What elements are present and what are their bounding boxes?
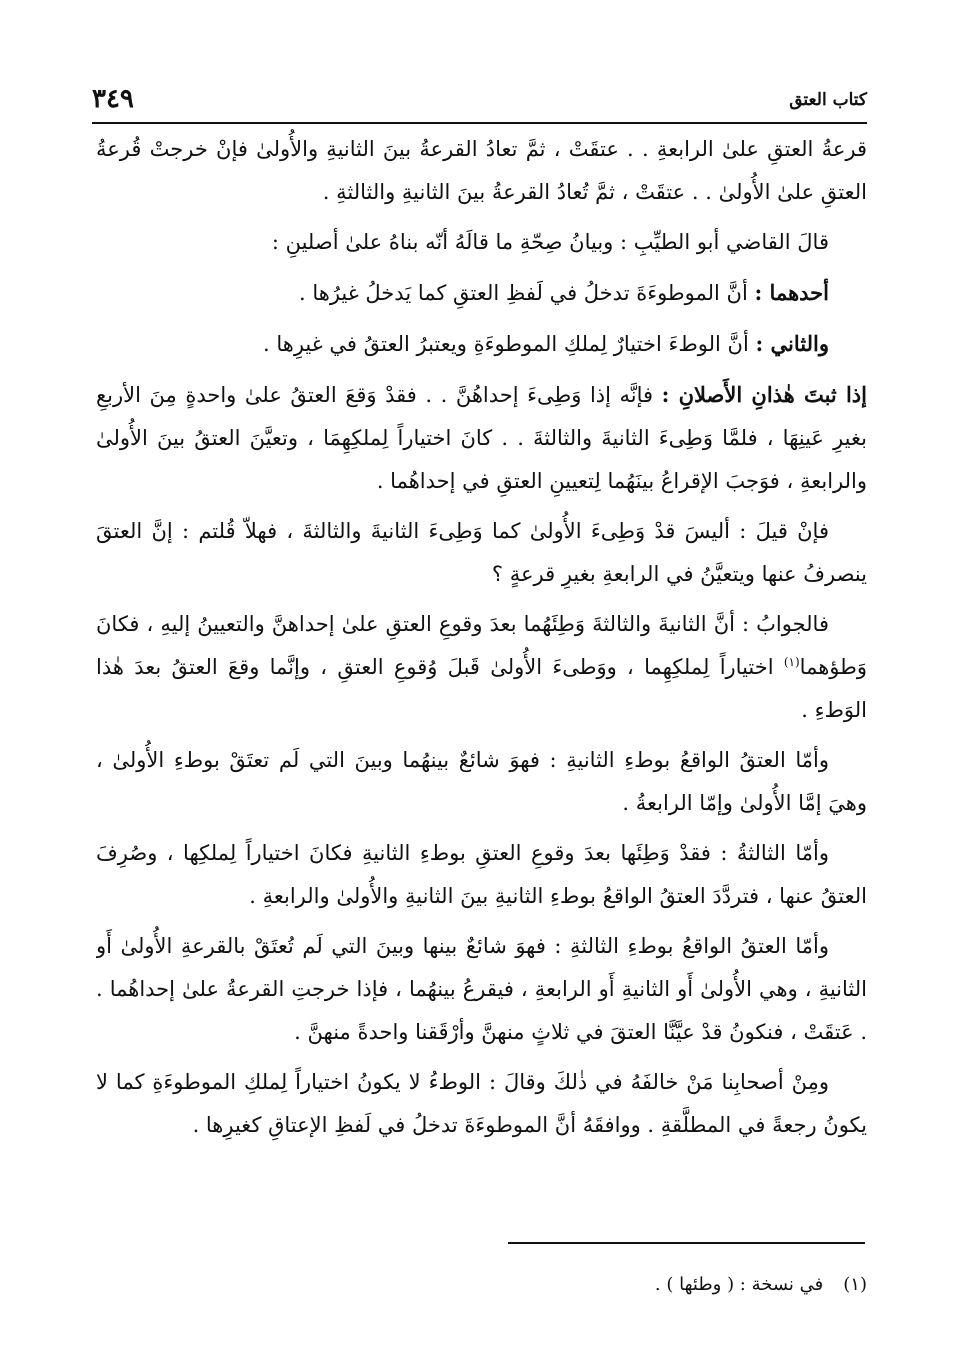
paragraph-6	[96, 510, 867, 596]
page-number: ٣٤٩	[92, 84, 134, 114]
paragraph-4	[96, 322, 867, 366]
paragraph-2	[96, 221, 867, 264]
paragraph-1	[96, 128, 867, 214]
paragraph-9	[96, 832, 867, 918]
paragraph-text: أنَّ الموطوءَةَ تدخلُ في لَفظِ العتقِ كما يَدخلُ غيرُها .	[299, 281, 755, 305]
paragraph-text: قالَ القاضي أبو الطيِّبِ : وبيانُ صِحّةِ ما قالَهُ أنّه بناهُ علىٰ أصلينِ :	[271, 230, 829, 254]
paragraph-10	[96, 925, 867, 1054]
page-header	[92, 82, 867, 122]
paragraph-7	[96, 603, 867, 732]
paragraph-5	[96, 373, 867, 503]
paragraph-lead: أحدهما :	[754, 280, 829, 305]
paragraph-11	[96, 1061, 867, 1147]
paragraph-text: وأمّا الثالثةُ : فقدْ وَطِئَها بعدَ وقوعِ العتقِ بوطءِ الثانيةِ فكانَ اختياراً لِملكِها ، وصُرِفَ العتقُ عنها ، فتردَّدَ العتقُ الواقعُ بوطءِ الثانيةِ بينَ الثانيةِ والأُولىٰ والرابعةِ .	[96, 841, 867, 908]
running-title: كتاب العتق	[789, 90, 867, 110]
paragraph-text: أنَّ الوطءَ اختيارٌ لِملكِ الموطوءَةِ ويعتبرُ العتقُ في غيرِها .	[263, 332, 756, 356]
paragraph-text: ومِنْ أصحابِنا مَنْ خالفَهُ في ذٰلكَ وقالَ : الوطءُ لا يكونُ اختياراً لِملكِ الموطوءَةِ كما لا يكونُ رجعةً في المطلَّقةِ . ووافقَهُ أنَّ الموطوءَةَ تدخلُ في لَفظِ الإعتاقِ كغيرِها .	[96, 1070, 867, 1137]
footnote	[96, 1270, 867, 1300]
header-rule	[92, 122, 867, 124]
paragraph-text: قرعةُ العتقِ علىٰ الرابعةِ . . عتقَتْ ، ثمَّ تعادُ القرعةُ بينَ الثانيةِ والأُولىٰ فإنْ خرجتْ قُرعةُ العتقِ علىٰ الأُولىٰ . . عتقَتْ ، ثمَّ تُعادُ القرعةُ بينَ الثانيةِ والثالثةِ .	[96, 137, 867, 204]
paragraph-text: وأمّا العتقُ الواقعُ بوطءِ الثانيةِ : فهوَ شائعٌ بينهُما وبينَ التي لَم تعتَقْ بوطءِ الأُولىٰ ، وهيَ إمَّا الأُولىٰ وإمّا الرابعةُ .	[96, 748, 867, 815]
footnote-marker[interactable]: (١)	[783, 655, 800, 669]
paragraph-text: فإنْ قيلَ : أليسَ قدْ وَطِىءَ الأُولىٰ كما وَطِىءَ الثانيةَ والثالثةَ ، فهلاّ قُلتم : إنَّ العتقَ ينصرفُ عنها ويتعيَّنُ في الرابعةِ بغيرِ قرعةٍ ؟	[96, 519, 867, 586]
paragraph-8	[96, 739, 867, 825]
paragraph-lead: والثاني :	[755, 331, 829, 356]
paragraph-text: فإنَّه إذا وَطِىءَ إحداهُنَّ . . فقدْ وَقعَ العتقُ علىٰ واحدةٍ مِنَ الأربعِ بغيرِ عَينِهَا ، فلمَّا وَطِىءَ الثانيةَ والثالثةَ . . كانَ اختياراً لِملكِهِمَا ، وتعيَّنَ العتقُ بينَ الأُولىٰ والرابعةِ ، فوَجبَ الإقراعُ بينَهُما لِتعيينِ العتقِ في إحداهُما .	[96, 383, 867, 493]
paragraph-text-continued: اختياراً لِملكِهِما ، ووَطىءَ الأُولىٰ قَبلَ وُقوعِ العتقِ ، وإنَّما وقعَ العتقُ بعدَ هٰذا الوَطءِ .	[96, 655, 867, 722]
footnote-text: في نسخة : ( وطئها ) .	[654, 1274, 824, 1295]
footnote-number: (١)	[843, 1274, 867, 1295]
paragraph-lead: إذا ثبتَ هٰذانِ الأَصلانِ :	[661, 382, 867, 407]
paragraph-3	[96, 271, 867, 315]
paragraph-text: فالجوابُ : أنَّ الثانيةَ والثالثةَ وَطِئَهُما بعدَ وقوعِ العتقِ علىٰ إحداهنَّ والتعيينُ إليهِ ، فكانَ وَطؤهما	[96, 612, 867, 679]
footnote-rule	[508, 1242, 865, 1244]
paragraph-text: وأمّا العتقُ الواقعُ بوطءِ الثالثةِ : فهوَ شائعٌ بينها وبينَ التي لَم تُعتَقْ بالقرعةِ الأُولىٰ أَو الثانيةِ ، وهي الأُولىٰ أَو الثانيةِ أَو الرابعةِ ، فيقرعُ بينهُما ، فإذا خرجتِ القرعةُ علىٰ إحداهُما . . عَتقَتْ ، فنكونُ قدْ عيَّنَّا العتقَ في ثلاثٍ منهنَّ وأرْقَقنا واحدةً منهنَّ .	[96, 934, 867, 1044]
main-text	[96, 128, 867, 1228]
